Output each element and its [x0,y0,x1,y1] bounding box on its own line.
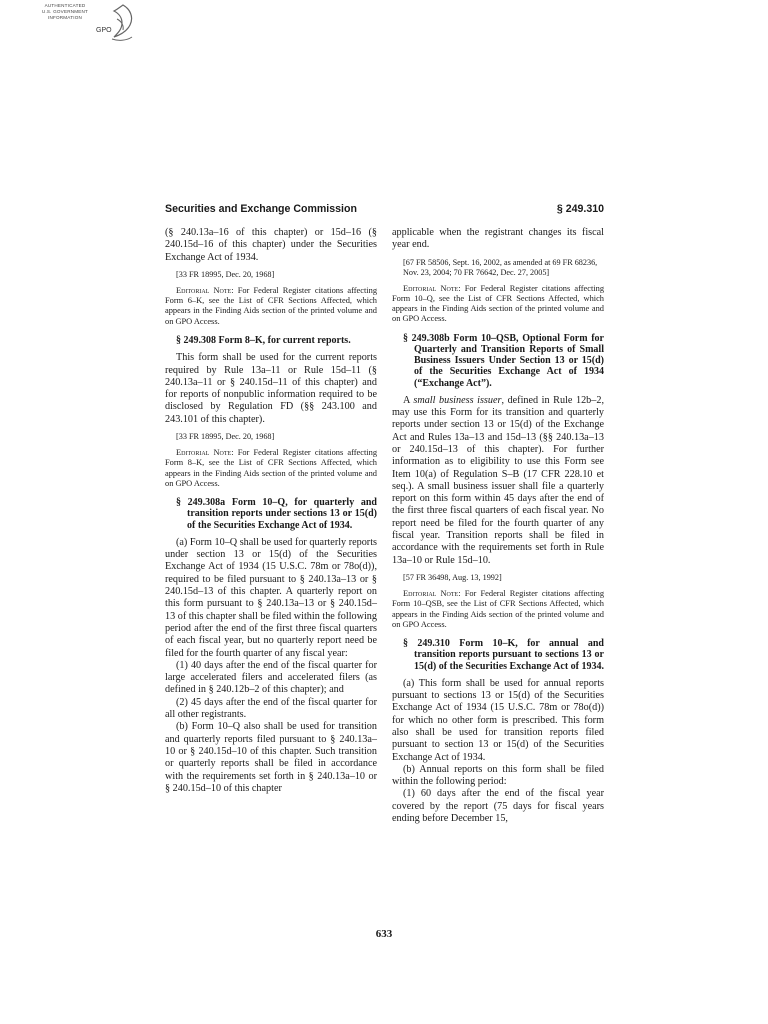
right-column [392,227,604,825]
paragraph: (§ 240.13a–16 of this chapter) or 15d–16 (§ 240.15d–16 of this chapter) under the Securities Exchange Act of 1934. [165,227,377,263]
editorial-note-label: Editorial Note: [403,588,461,598]
paragraph: (1) 40 days after the end of the fiscal quarter for large accelerated filers and accelerated filers (as defined in § 240.12b–2 of this chapter); and [165,659,377,696]
text-run: A [403,394,414,406]
paragraph: (b) Form 10–Q also shall be used for transition and quarterly reports filed pursuant to § 240.13a–10 or § 240.15d–10 of this chapter. Such transition or quarterly reports shall be filed in accordance with the requirements set forth in § 240.13a–10 or § 240.15d–10 of this chapter [165,721,377,794]
logo-line: U.S. GOVERNMENT [41,9,89,15]
citation: [33 FR 18995, Dec. 20, 1968] [176,432,275,442]
editorial-note-text: For Federal Register citations affecting Form 10–QSB, see the List of CFR Sections Affected, which appears in the Finding Aids section of the printed volume and on GPO Access. [392,588,605,629]
gpo-authentication-logo [28,3,140,47]
citation: [57 FR 36498, Aug. 13, 1992] [403,572,502,582]
defined-term: small business issuer [413,394,502,406]
editorial-note-text: For Federal Register citations affecting Form 6–K, see the List of CFR Sections Affected, which appears in the Finding Aids section of the printed volume and on GPO Access. [165,285,378,326]
paragraph: (1) 60 days after the end of the fiscal year covered by the report (75 days for fiscal years ending before December 15, [392,788,604,825]
paragraph: applicable when the registrant changes its fiscal year end. [392,227,604,251]
logo-gpo-label: GPO [96,27,112,34]
section-heading-249-308a: § 249.308a Form 10–Q, for quarterly and transition reports under sections 13 or 15(d) of the Securities Exchange Act of 1934. [176,497,377,531]
editorial-note-label: Editorial Note: [176,448,234,458]
paragraph [392,395,604,567]
agency-title: Securities and Exchange Commission [165,203,357,215]
paragraph: (b) Annual reports on this form shall be filed within the following period: [392,763,604,788]
eagle-icon [108,3,138,43]
paragraph: (2) 45 days after the end of the fiscal quarter for all other registrants. [165,696,377,721]
text-run: , defined in Rule 12b–2, may use this Form for its transition and quarterly reports under section 13 or 15(d) of the Exchange Act and Rules 13a–13 and 15d–13 (§§ 240.13a–13 or 240.15d–13 of this chapter). For further information as to eligibility to use this Form see Item 10(a) of Regulation S–B (17 CFR 228.10 et seq.). A small business issuer shall file a quarterly report on this form within 45 days after the end of the first three fiscal quarters of each fiscal year. No report need be filed for the fourth quarter of any fiscal year. Transition reports shall be filed in accordance with the requirements set forth in Rule 13a–10 or Rule 15d–10. [392,394,604,566]
section-number: § 249.310 [556,203,604,215]
editorial-note-label: Editorial Note: [176,285,234,295]
paragraph: (a) Form 10–Q shall be used for quarterly reports under section 13 or 15(d) of the Securities Exchange Act of 1934 (15 U.S.C. 78m or 78o(d)), required to be filed pursuant to § 240.13a–13 or § 240.15d–13 of this chapter. A quarterly report on this form pursuant to § 240.13a–13 or § 240.15d–13 of this chapter shall be filed within the following period after the end of the first three fiscal quarters of each fiscal year, but no quarterly report need be filed for the fourth quarter of any fiscal year: [165,536,377,659]
citation: [67 FR 58506, Sept. 16, 2002, as amended at 69 FR 68236, Nov. 23, 2004; 70 FR 76642, Dec. 27, 2005] [403,257,598,277]
editorial-note-text: For Federal Register citations affecting Form 8–K, see the List of CFR Sections Affected, which appears in the Finding Aids section of the printed volume and on GPO Access. [165,448,378,488]
editorial-note [165,286,377,327]
editorial-note-label: Editorial Note: [403,283,461,293]
citation: [33 FR 18995, Dec. 20, 1968] [176,269,275,279]
logo-caption [28,3,102,22]
paragraph: This form shall be used for the current reports required by Rule 13a–11 or Rule 15d–11 (§ 240.13a–11 or § 240.15d–11 of this chapter) and for reports of nonpublic information required to be disclosed by Regulation FD (§§ 243.100 and 243.101 of this chapter). [165,352,377,425]
section-heading-249-308b: § 249.308b Form 10–QSB, Optional Form for Quarterly and Transition Reports of Small Business Issuers Under Section 13 or 15(d) of the Securities Exchange Act of 1934 (“Exchange Act”). [403,332,604,389]
running-header [165,203,604,219]
left-column [165,227,377,795]
editorial-note [165,448,377,489]
section-heading-249-308: § 249.308 Form 8–K, for current reports. [176,335,351,347]
section-heading-249-310: § 249.310 Form 10–K, for annual and transition reports pursuant to sections 13 or 15(d) of the Securities Exchange Act of 1934. [403,638,604,672]
page-number: 633 [375,928,393,940]
editorial-note [392,589,604,630]
editorial-note [392,284,604,325]
logo-line: AUTHENTICATED [44,3,86,8]
paragraph: (a) This form shall be used for annual reports pursuant to sections 13 or 15(d) of the Securities Exchange Act of 1934 (15 U.S.C. 78m or 78o(d)) for which no other form is prescribed. This form also shall be used for transition reports filed pursuant to section 13 or 15(d) of the Securities Exchange Act of 1934. [392,677,604,763]
editorial-note-text: For Federal Register citations affecting Form 10–Q, see the List of CFR Sections Affected, which appears in the Finding Aids section of the printed volume and on GPO Access. [392,283,605,324]
logo-line: INFORMATION [47,15,82,21]
